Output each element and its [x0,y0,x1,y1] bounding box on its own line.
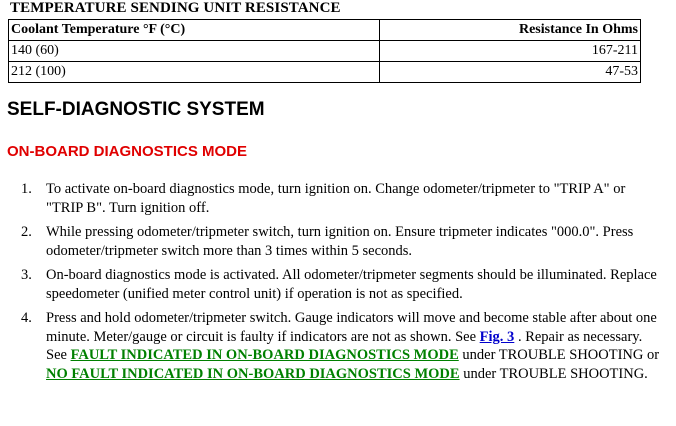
step-number: 2. [21,224,32,240]
header-coolant-temperature: Coolant Temperature °F (°C) [9,20,380,41]
step-text: . Repair as necessary. See [46,328,643,363]
step-number: 1. [21,181,32,197]
steps-list [0,180,660,389]
resistance-table [8,19,641,83]
table-header-row [9,20,641,41]
table-row [9,41,641,62]
section-title: SELF-DIAGNOSTIC SYSTEM [7,99,265,120]
subsection-title: ON-BOARD DIAGNOSTICS MODE [7,143,247,160]
step-number: 4. [21,310,32,326]
cell-temperature: 212 (100) [9,62,380,83]
no-fault-indicated-link[interactable]: NO FAULT INDICATED IN ON-BOARD DIAGNOSTICS MODE [46,365,460,382]
step-text: To activate on-board diagnostics mode, turn ignition on. Change odometer/tripmeter to "TRIP A" or "TRIP B". Turn ignition off. [46,181,626,216]
table-row [9,62,641,83]
list-item [0,309,660,383]
list-item [0,223,660,260]
step-text: While pressing odometer/tripmeter switch, turn ignition on. Ensure tripmeter indicates "000.0". Press odometer/tripmeter switch more than 3 times within 5 seconds. [46,224,634,259]
cell-temperature: 140 (60) [9,41,380,62]
list-item [0,180,660,217]
fault-indicated-link[interactable]: FAULT INDICATED IN ON-BOARD DIAGNOSTICS MODE [70,347,459,363]
step-text: under TROUBLE SHOOTING or [458,347,660,363]
step-text: On-board diagnostics mode is activated. All odometer/tripmeter segments should be illuminated. Replace speedometer (unified meter control unit) if operation is not as specified. [46,267,657,302]
fig-3-link[interactable]: Fig. 3 [479,328,515,345]
list-item [0,266,660,303]
step-text: Press and hold odometer/tripmeter switch. Gauge indicators will move and become stable after about one minute. Meter/gauge or circuit is faulty if indicators are not as shown. See [46,310,657,345]
header-resistance: Resistance In Ohms [380,20,641,41]
step-number: 3. [21,267,32,283]
cell-resistance: 47-53 [380,62,641,83]
cell-resistance: 167-211 [380,41,641,62]
table-title: TEMPERATURE SENDING UNIT RESISTANCE [10,0,341,16]
step-text: under TROUBLE SHOOTING. [459,365,648,382]
